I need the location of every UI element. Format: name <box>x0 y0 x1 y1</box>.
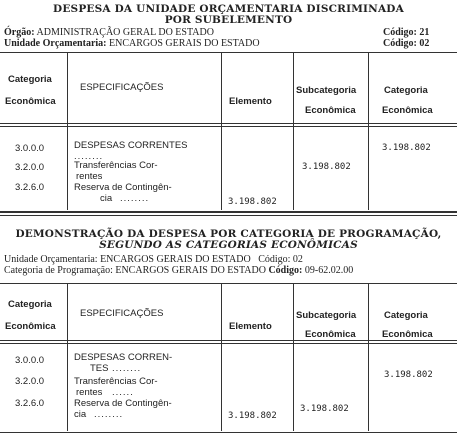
t2-row2-spec1: Transferências Cor- <box>74 376 158 387</box>
t2-row2-code: 3.2.0.0 <box>15 376 45 387</box>
t1-row2-code: 3.2.0.0 <box>15 162 45 173</box>
t1-row3-elemento: 3.198.802 <box>228 197 277 207</box>
unidade-value: ENCARGOS GERAIS DO ESTADO <box>109 38 260 49</box>
section1-title-line2: POR SUBELEMENTO <box>164 14 293 26</box>
orgao-line <box>4 27 214 38</box>
t2-row3-elemento: 3.198.802 <box>228 411 277 421</box>
table2-col-divider <box>368 283 369 431</box>
t1-row3-spec-leader: ........ <box>120 193 150 204</box>
t1-row1-code: 3.0.0.0 <box>15 143 45 154</box>
table1-header-border-a <box>0 123 457 124</box>
orgao-value: ADMINISTRAÇÃO GERAL DO ESTADO <box>36 27 214 38</box>
table2-col-divider <box>293 283 294 431</box>
t1-header-cat-1: Categoria <box>384 85 428 96</box>
t2-header-cat-econ-2: Econômica <box>5 321 56 332</box>
section-separator <box>0 215 457 216</box>
table1-header-border-b <box>0 126 457 127</box>
table2-bottom-border <box>0 432 457 433</box>
t2-row1-cat: 3.198.802 <box>384 370 433 380</box>
table2-header-border-a <box>0 340 457 341</box>
s2-unidade-line <box>4 254 303 265</box>
t1-row2-spec2: rentes <box>76 171 103 182</box>
t1-header-subcat-2: Econômica <box>305 105 356 116</box>
orgao-code: 21 <box>419 27 430 38</box>
t2-row3-spec2: cia <box>74 409 87 420</box>
t2-row1-code: 3.0.0.0 <box>15 355 45 366</box>
table2-col-divider <box>221 283 222 431</box>
table2-top-border <box>0 283 457 284</box>
s2-categoria-label: Categoria de Programação: <box>4 265 113 276</box>
t2-header-subcat-2: Econômica <box>305 329 356 340</box>
t1-header-subcat-1: Subcategoria <box>296 85 357 96</box>
t1-header-especificacoes: ESPECIFICAÇÕES <box>80 82 164 93</box>
orgao-label: Órgão: <box>4 27 35 38</box>
t2-header-especificacoes: ESPECIFICAÇÕES <box>80 308 164 319</box>
unidade-code: 02 <box>419 38 430 49</box>
table2-header-border-b <box>0 343 457 344</box>
t2-row3-code: 3.2.6.0 <box>15 398 45 409</box>
t2-row2-spec2: rentes <box>76 387 103 398</box>
s2-unidade-value: ENCARGOS GERAIS DO ESTADO <box>100 254 251 265</box>
t2-header-subcat-1: Subcategoria <box>296 310 357 321</box>
t2-header-cat-1: Categoria <box>384 310 428 321</box>
t2-row1-spec2: TES <box>90 363 109 374</box>
t2-header-cat-2: Econômica <box>382 329 433 340</box>
unidade-code-line <box>383 38 429 49</box>
table1-top-border <box>0 52 457 53</box>
table1-col-divider <box>293 52 294 210</box>
t1-row3-spec1: Reserva de Contingên- <box>74 182 172 193</box>
table2-col-divider <box>67 283 68 431</box>
s2-unidade-label: Unidade Orçamentaria: <box>4 254 98 265</box>
section1-title-line1: DESPESA DA UNIDADE ORÇAMENTARIA DISCRIMINADA <box>53 3 404 15</box>
t2-row1-spec1: DESPESAS CORREN- <box>74 352 173 363</box>
s2-categoria-value: ENCARGOS GERAIS DO ESTADO <box>115 265 266 276</box>
t1-row3-code: 3.2.6.0 <box>15 182 45 193</box>
t1-row1-spec-leader: ........ <box>74 151 104 162</box>
t1-row2-subcat: 3.198.802 <box>302 162 351 172</box>
s2-categoria-code: 09-62.02.00 <box>304 265 354 276</box>
t2-header-cat-econ-1: Categoria <box>8 299 52 310</box>
t1-row1-cat: 3.198.802 <box>382 143 431 153</box>
t1-row2-spec1: Transferências Cor- <box>74 160 158 171</box>
t2-row1-spec-leader: ........ <box>112 363 142 374</box>
t2-row3-subcat: 3.198.802 <box>300 404 349 414</box>
section-separator <box>0 211 457 213</box>
t1-header-cat-2: Econômica <box>382 105 433 116</box>
section2-title-line2: SEGUNDO AS CATEGORIAS ECONÔMICAS <box>99 239 358 251</box>
t1-header-cat-econ-2: Econômica <box>5 96 56 107</box>
t1-row3-spec2: cia <box>100 193 113 204</box>
orgao-code-line <box>383 27 429 38</box>
t1-row1-spec: DESPESAS CORRENTES <box>74 140 188 151</box>
unidade-label: Unidade Orçamentaria: <box>4 38 107 49</box>
t1-header-elemento: Elemento <box>229 96 272 107</box>
table1-col-divider <box>368 52 369 210</box>
s2-unidade-code-label: Código: <box>258 254 291 265</box>
t1-header-cat-econ-1: Categoria <box>8 74 52 85</box>
s2-categoria-line <box>4 265 353 276</box>
table1-col-divider <box>67 52 68 210</box>
s2-categoria-code-label: Código: <box>268 265 303 276</box>
unidade-code-label: Código: <box>383 38 417 49</box>
t2-row3-spec1: Reserva de Contingên- <box>74 398 172 409</box>
t2-header-elemento: Elemento <box>229 321 272 332</box>
table1-col-divider <box>221 52 222 210</box>
s2-unidade-code: 02 <box>292 254 303 265</box>
orgao-code-label: Código: <box>383 27 417 38</box>
section2-title-line1: DEMONSTRAÇÃO DA DESPESA POR CATEGORIA DE PROGRAMAÇÃO, <box>15 228 442 240</box>
unidade-line <box>4 38 260 49</box>
t2-row2-spec-leader: ...... <box>112 387 134 398</box>
t2-row3-spec-leader: ........ <box>94 409 124 420</box>
